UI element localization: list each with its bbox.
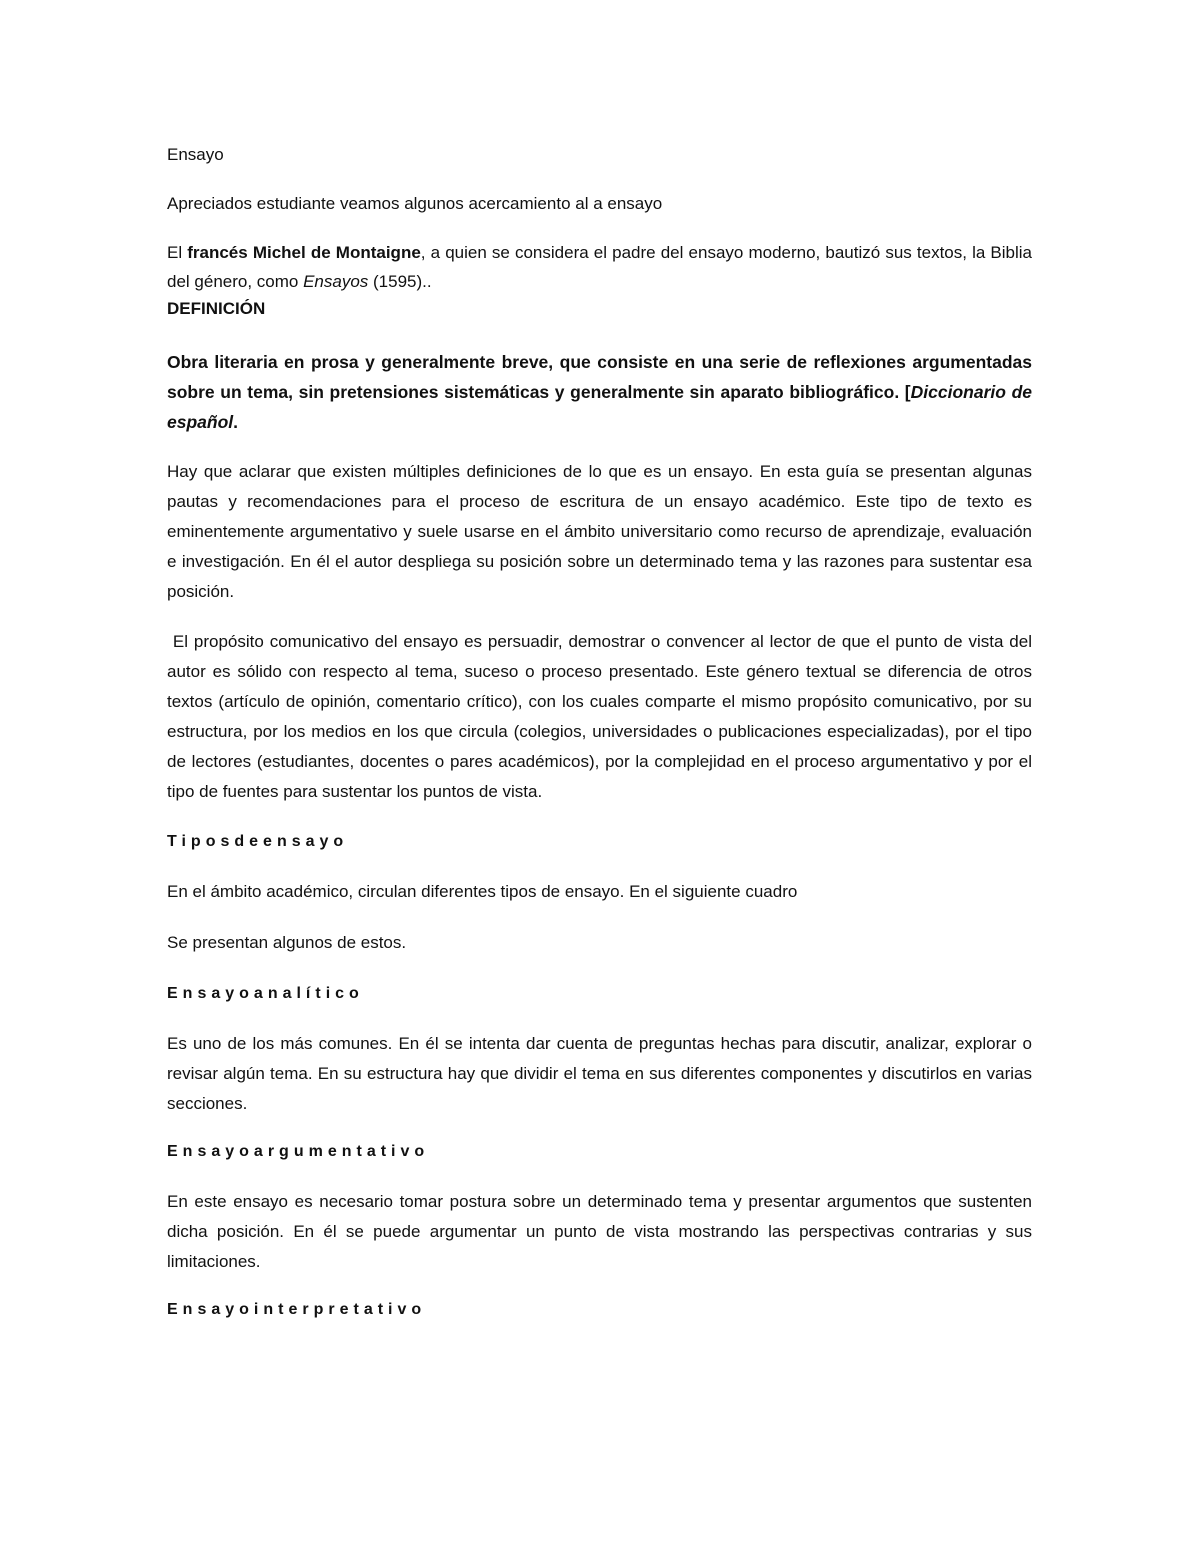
heading-tipos-de-ensayo: Tiposdeensayo (167, 833, 349, 850)
document-title: Ensayo (167, 145, 224, 164)
definition-source: Diccionario de español (167, 382, 1032, 432)
paragraph-analitico: Es uno de los más comunes. En él se intenta dar cuenta de preguntas hechas para discutir, analizar, explorar o revisar algún tema. En su estructura hay que dividir el tema en sus diferentes componentes y discutirlos en varias secciones. (167, 1034, 1032, 1113)
montaigne-suffix: (1595).. (368, 272, 432, 291)
montaigne-name: francés Michel de Montaigne (187, 243, 421, 262)
montaigne-middle: , a quien se considera el padre del ensayo moderno, bautizó sus textos, la Biblia del género, como (167, 243, 1032, 291)
montaigne-work-title: Ensayos (303, 272, 369, 291)
montaigne-prefix: El (167, 243, 188, 262)
tipos-line-2: Se presentan algunos de estos. (167, 933, 407, 952)
intro-line: Apreciados estudiante veamos algunos acercamiento al a ensayo (167, 194, 663, 213)
definition-end: . (233, 412, 239, 432)
document-body (167, 140, 1032, 1345)
definition-paragraph (167, 347, 1032, 437)
heading-ensayo-interpretativo: Ensayointerpretativo (167, 1301, 427, 1318)
definition-heading: DEFINICIÓN (167, 299, 266, 318)
heading-ensayo-analitico: Ensayoanalítico (167, 985, 364, 1002)
definition-text: Obra literaria en prosa y generalmente breve, que consiste en una serie de reflexiones argumentadas sobre un tema, sin pretensiones sistemáticas y generalmente sin aparato bibliográfico. [ (167, 352, 1032, 402)
tipos-line-1: En el ámbito académico, circulan diferentes tipos de ensayo. En el siguiente cuadro (167, 882, 798, 901)
paragraph-argumentativo: En este ensayo es necesario tomar postura sobre un determinado tema y presentar argumentos que sustenten dicha posición. En él se puede argumentar un punto de vista mostrando las perspectivas contrarias y sus limitaciones. (167, 1192, 1032, 1271)
heading-ensayo-argumentativo: Ensayoargumentativo (167, 1143, 430, 1160)
montaigne-paragraph (167, 238, 1032, 296)
paragraph-definitions: Hay que aclarar que existen múltiples definiciones de lo que es un ensayo. En esta guía se presentan algunas pautas y recomendaciones para el proceso de escritura de un ensayo académico. Este tipo de texto es eminentemente argumentativo y suele usarse en el ámbito universitario como recurso de aprendizaje, evaluación e investigación. En él el autor despliega su posición sobre un determinado tema y las razones para sustentar esa posición. (167, 462, 1032, 601)
paragraph-purpose (167, 627, 1032, 807)
paragraph-purpose-text: El propósito comunicativo del ensayo es persuadir, demostrar o convencer al lector de que el punto de vista del autor es sólido con respecto al tema, suceso o proceso presentado. Este género textual se diferencia de otros textos (artículo de opinión, comentario crítico), con los cuales comparte el mismo propósito comunicativo, por su estructura, por los medios en los que circula (colegios, universidades o publicaciones especializadas), por el tipo de lectores (estudiantes, docentes o pares académicos), por la complejidad en el proceso argumentativo y por el tipo de fuentes para sustentar los puntos de vista. (167, 632, 1032, 801)
